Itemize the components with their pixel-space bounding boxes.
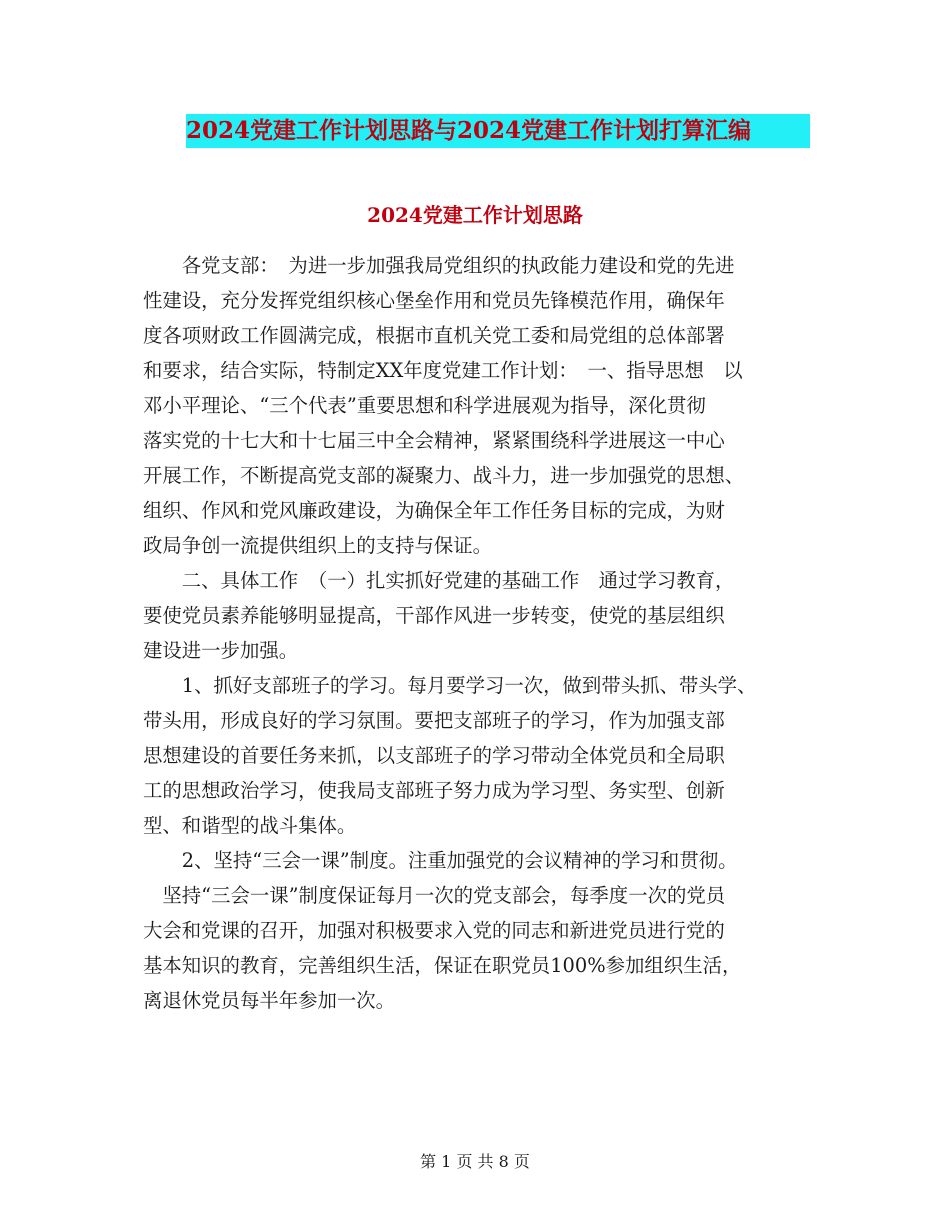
body-line: 基本知识的教育，完善组织生活，保证在职党员100%参加组织生活， bbox=[143, 954, 742, 977]
body-line: 1、抓好支部班子的学习。每月要学习一次，做到带头抓、带头学、 bbox=[143, 674, 757, 697]
body-line: 坚持“三会一课”制度保证每月一次的党支部会，每季度一次的党员 bbox=[143, 884, 726, 907]
section-heading: 2024党建工作计划思路 bbox=[367, 203, 583, 227]
body-line: 型、和谐型的战斗集体。 bbox=[143, 814, 357, 837]
body-line: 工的思想政治学习，使我局支部班子努力成为学习型、务实型、创新 bbox=[143, 779, 725, 802]
body-line: 开展工作，不断提高党支部的凝聚力、战斗力，进一步加强党的思想、 bbox=[143, 464, 745, 487]
body-line: 带头用，形成良好的学习氛围。要把支部班子的学习，作为加强支部 bbox=[143, 709, 725, 732]
page-number-footer: 第 1 页 共 8 页 bbox=[420, 1152, 530, 1171]
body-line: 大会和党课的召开，加强对积极要求入党的同志和新进党员进行党的 bbox=[143, 919, 725, 942]
body-line: 性建设，充分发挥党组织核心堡垒作用和党员先锋模范作用，确保年 bbox=[143, 289, 725, 312]
body-line: 和要求，结合实际，特制定XX年度党建工作计划： 一、指导思想 以 bbox=[143, 359, 743, 382]
body-line: 建设进一步加强。 bbox=[143, 639, 299, 662]
body-line: 二、具体工作 （一）扎实抓好党建的基础工作 通过学习教育， bbox=[143, 569, 735, 592]
body-line: 要使党员素养能够明显提高，干部作风进一步转变，使党的基层组织 bbox=[143, 604, 725, 627]
body-line: 政局争创一流提供组织上的支持与保证。 bbox=[143, 534, 493, 557]
body-line: 思想建设的首要任务来抓，以支部班子的学习带动全体党员和全局职 bbox=[143, 744, 725, 767]
body-line: 组织、作风和党风廉政建设，为确保全年工作任务目标的完成，为财 bbox=[143, 499, 725, 522]
body-line: 度各项财政工作圆满完成，根据市直机关党工委和局党组的总体部署 bbox=[143, 324, 725, 347]
document-title: 2024党建工作计划思路与2024党建工作计划打算汇编 bbox=[186, 114, 810, 148]
body-line: 落实党的十七大和十七届三中全会精神，紧紧围绕科学进展这一中心 bbox=[143, 429, 725, 452]
body-line: 离退休党员每半年参加一次。 bbox=[143, 989, 396, 1012]
body-line: 邓小平理论、“三个代表”重要思想和科学进展观为指导，深化贯彻 bbox=[143, 394, 706, 417]
body-line: 各党支部： 为进一步加强我局党组织的执政能力建设和党的先进 bbox=[143, 254, 735, 277]
body-line: 2、坚持“三会一课”制度。注重加强党的会议精神的学习和贯彻。 bbox=[143, 849, 738, 872]
